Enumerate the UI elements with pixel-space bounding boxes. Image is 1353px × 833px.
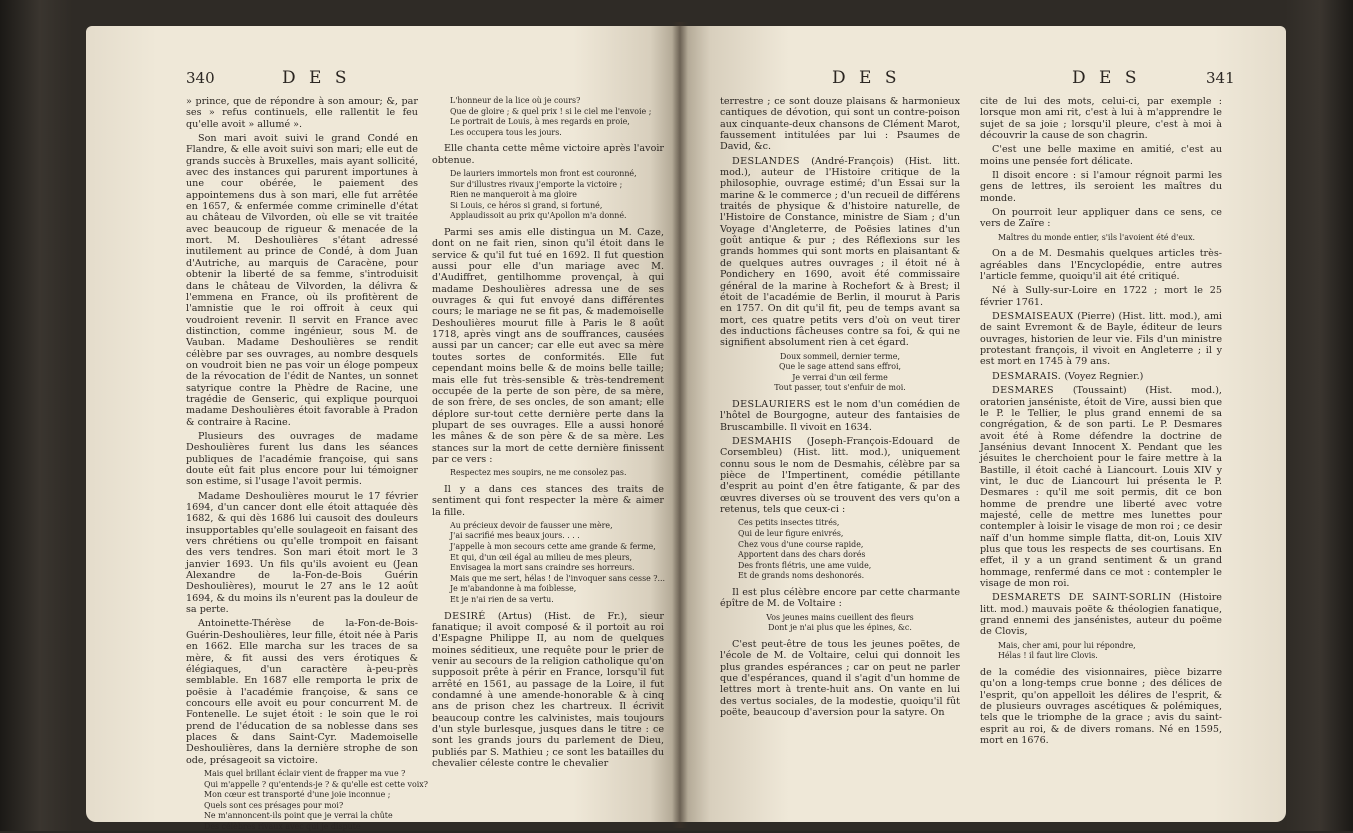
entry-body: (Toussaint) (Hist. mod.), oratorien janséniste, étoit de Vire, aussi bien que le P. le Tellier, le plus grand ennemi de sa congrégation, & de son parti. Le P. Desmares avoit été à Rome défendre la doctrine de Jansénius devant Innocent X. Pendant que les jésuites le cherchoient pour le faire mettre à la Bastille, il étoit caché à Liancourt. Louis XIV y vint, le duc de Liancourt lui présenta le P. Desmares : qu'il me soit permis, dit ce bon homme de prendre une liberté avec votre majesté, celle de mettre mes lunettes pour contempler à loisir le visage de mon roi ; ce desir naïf d'un homme simple flatta, dit-on, Louis XIV plus que tous les respects de ses courtisans. En effet, il y a un grand sentiment & un grand hommage, renfermé dans ce mot : contempler le visage de mon roi. <box>980 385 1222 589</box>
right-page-number: 341 <box>1206 69 1235 87</box>
paragraph: Son mari avoit suivi le grand Condé en Flandre, & elle avoit suivi son mari; elle eut de grands succès à Bruxelles, mais ayant sollicité, avec des instances qui parurent importunes à une cour obérée, le paiement des appointemens dus à son mari, elle fut arrêtée en 1657, & enfermée comme criminelle d'état au château de Vilvorden, où elle se vit traitée avec beaucoup de rigueur & menacée de la mort. M. Deshoulières s'étant adressé inutilement au prince de Condé, à dom Juan d'Autriche, au marquis de Caracène, pour obtenir la liberté de sa femme, s'introduisit dans le château de Vilvorden, la délivra & l'emmena en France, où ils profitèrent de l'amnistie que le roi offroit à ceux qui voudroient revenir. Il servit en France avec distinction, comme ingénieur, sous M. de Vauban. Madame Deshoulières se rendit célèbre par ses ouvrages, au nombre desquels on voudroit bien ne pas voir un éloge pompeux de la révocation de l'édit de Nantes, un sonnet satyrique contre la Phèdre de Racine, une tragédie de Genseric, qui explique pourquoi madame Deshoulières étoit favorable à Pradon & contraire à Racine. <box>186 133 418 428</box>
verse-block <box>432 468 664 479</box>
verse-line: Je verrai d'un œil ferme <box>792 372 888 382</box>
book-gutter <box>672 22 688 828</box>
right-running-head-2: D E S <box>1072 68 1141 88</box>
dictionary-entry <box>720 156 960 349</box>
verse-line: Mon cœur est transporté d'une joie inconnue ; <box>204 790 391 800</box>
paragraph: C'est peut-être de tous les jeunes poëtes, de l'école de M. de Voltaire, celui qui donnoit les plus grandes espérances ; car on peut ne parler que d'espérances, quand il s'agit d'un homme de lettres mort à trente-huit ans. On vante en lui des vertus sociales, de la modestie, quoiqu'il fût poëte, beaucoup d'aversion pour la satyre. On <box>720 638 960 718</box>
verse-block <box>980 233 1222 244</box>
verse-line: Mais quel brillant éclair vient de frapper ma vue ? <box>204 768 406 778</box>
paragraph: Il est plus célèbre encore par cette charmante épître de M. de Voltaire : <box>720 586 960 610</box>
verse-line: Dont je n'ai plus que les épines, &c. <box>768 623 912 633</box>
dictionary-entry <box>720 436 960 515</box>
verse-line: Si Louis, ce héros si grand, si fortuné, <box>450 200 603 210</box>
verse-block <box>980 641 1222 662</box>
paragraph: de la comédie des visionnaires, pièce bizarre qu'on a long-temps crue bonne ; des délices de l'esprit, qu'on appelloit les délires de l'esprit, & de plusieurs ouvrages ascétiques & polémiques, tels que le triomphe de la grace ; avis du saint-esprit au roi, & de divers romans. Né en 1595, mort en 1676. <box>980 666 1222 746</box>
paragraph: cite de lui des mots, celui-ci, par exemple : lorsque mon ami rit, c'est à lui à m'apprendre le sujet de sa joie ; lorsqu'il pleure, c'est à moi à découvrir la cause de son chagrin. <box>980 96 1222 142</box>
dictionary-entry <box>980 385 1222 589</box>
paragraph: terrestre ; ce sont douze plaisans & harmonieux cantiques de dévotion, qui sont un contre-poison aux cinquante-deux chansons de Clément Marot, faussement intitulées par lui : Psaumes de David, &c. <box>720 96 960 153</box>
verse-block <box>720 352 960 394</box>
verse-block <box>720 518 960 582</box>
paragraph: Antoinette-Thérèse de la-Fon-de-Bois-Guérin-Deshoulières, leur fille, étoit née à Paris en 1662. Elle marcha sur les traces de sa mère, & fit aussi des vers érotiques & élégiaques, d'un caractère à-peu-près semblable. En 1687 elle remporta le prix de poësie à l'académie françoise, & sans ce concours elle avoit eu pour concurrent M. de Fontenelle. Le sujet étoit : le soin que le roi prend de l'éducation de sa noblesse dans ses places & dans Saint-Cyr. Mademoiselle Deshoulières, dans la dernière strophe de son ode, présageoit sa victoire. <box>186 618 418 766</box>
entry-headword: DESMARETS DE SAINT-SORLIN <box>992 592 1172 604</box>
right-running-head-1: D E S <box>832 68 901 88</box>
verse-block <box>432 96 664 138</box>
verse-line: Et qui, d'un œil égal au milieu de mes pleurs, <box>450 552 633 562</box>
entry-body: (Histoire litt. mod.) mauvais poëte & théologien fanatique, grand ennemi des jansénistes, auteur du poëme de Clovis, <box>980 592 1222 638</box>
verse-line: Que le sage attend sans effroi, <box>779 362 901 372</box>
verse-line: De lauriers immortels mon front est couronné, <box>450 169 637 179</box>
entry-headword: DESIRÉ <box>444 610 486 622</box>
verse-line: Applaudissoit au prix qu'Apollon m'a donné. <box>450 211 627 221</box>
verse-line: Qui de leur figure enivrés, <box>738 528 844 538</box>
entry-headword: DESMARES <box>992 385 1055 397</box>
verse-line: Les occupera tous les jours. <box>450 127 562 137</box>
verse-line: Que de gloire ; & quel prix ! si le ciel me l'envoie ; <box>450 106 652 116</box>
paragraph: On a de M. Desmahis quelques articles très-agréables dans l'Encyclopédie, entre autres l'article femme, quoiqu'il ait été critiqué. <box>980 248 1222 283</box>
verse-line: Doux sommeil, dernier terme, <box>780 351 900 361</box>
verse-line: Le portrait de Louis, à mes regards en proie, <box>450 117 630 127</box>
paragraph: Il y a dans ces stances des traits de sentiment qui font respecter la mère & aimer la fille. <box>432 483 664 518</box>
verse-line: Sur d'illustres rivaux j'emporte la victoire ; <box>450 179 623 189</box>
verse-line: Et de grands noms deshonorés. <box>738 571 865 581</box>
left-page-number: 340 <box>186 69 215 87</box>
verse-line: Des célèbres rivaux avec qui je dispute <box>204 821 361 831</box>
verse-line: Chez vous d'une course rapide, <box>738 539 864 549</box>
verse-block <box>432 521 664 606</box>
verse-line: Hélas ! il faut lire Clovis. <box>998 651 1098 661</box>
verse-line: Envisagea la mort sans craindre ses horreurs. <box>450 563 635 573</box>
verse-line: Je m'abandonne à ma foiblesse, <box>450 584 577 594</box>
right-column-2 <box>980 96 1222 816</box>
right-column-1 <box>720 96 960 816</box>
dictionary-entry <box>720 399 960 433</box>
entry-headword: DESLANDES <box>732 155 800 167</box>
verse-block <box>432 169 664 222</box>
verse-line: Des fronts flétris, une ame vuide, <box>738 560 872 570</box>
verse-line: Rien ne manqueroit à ma gloire <box>450 190 577 200</box>
verse-line: Maîtres du monde entier, s'ils l'avoient été d'eux. <box>998 232 1196 242</box>
verse-line: Ne m'annoncent-ils point que je verrai la chûte <box>204 811 393 821</box>
verse-line: Vos jeunes mains cueillent des fleurs <box>766 612 914 622</box>
verse-line: Qui m'appelle ? qu'entends-je ? & qu'elle est cette voix? <box>204 779 428 789</box>
entry-headword: DESMARAIS. <box>992 370 1062 382</box>
dictionary-entry <box>432 611 664 770</box>
verse-line: Tout passer, tout s'enfuir de moi. <box>774 383 906 393</box>
verse-line: Apportent dans des chars dorés <box>738 550 866 560</box>
verse-line: Ces petits insectes titrés, <box>738 518 840 528</box>
verse-line: J'ai sacrifié mes beaux jours. . . . <box>450 531 580 541</box>
entry-headword: DESMAHIS <box>732 435 792 447</box>
verse-line: J'appelle à mon secours cette ame grande & ferme, <box>450 542 656 552</box>
verse-line: L'honneur de la lice où je cours? <box>450 96 581 105</box>
paragraph: C'est une belle maxime en amitié, c'est au moins une pensée fort délicate. <box>980 144 1222 167</box>
right-page <box>680 26 1286 822</box>
entry-headword: DESMAISEAUX <box>992 311 1074 323</box>
entry-body: (André-François) (Hist. litt. mod.), auteur de l'Histoire critique de la philosophie, ouvrage estimé; d'un Essai sur la marine & le commerce ; d'un recueil de différens traités de physique & d'histoire naturelle, de l'Histoire de Constance, ministre de Siam ; d'un Voyage d'Angleterre, de Poësies latines d'un goût antique & pur ; des Réflexions sur les grands hommes qui sont morts en plaisantant & de quelques autres ouvrages ; il étoit né à Pondichery en 1690, avoit été commissaire général de la marine à Rochefort & à Brest; il étoit de l'académie de Berlin, il mourut à Paris en 1757. On dit qu'il fit, peu de temps avant sa mort, ces quatre petits vers d'où on veut tirer des inductions fâcheuses contre sa foi, & qui ne signifient absolument rien à cet égard. <box>720 155 960 349</box>
left-running-head: D E S <box>282 68 351 88</box>
left-page <box>86 26 680 831</box>
dictionary-entry <box>980 592 1222 637</box>
entry-headword: DESLAURIERS <box>732 398 811 410</box>
left-column-2 <box>432 96 664 816</box>
verse-line: Et je n'ai rien de sa vertu. <box>450 595 554 605</box>
verse-block <box>720 613 960 634</box>
left-column-1 <box>186 96 428 831</box>
entry-body: (Joseph-François-Edouard de Corsembleu) (Hist. litt. mod.), uniquement connu sous le nom de Desmahis, célèbre par sa pièce de l'Impertinent, comédie pétillante d'esprit au point d'en être fatigante, & par des œuvres diverses où se trouvent des vers qu'on a retenus, tels que ceux-ci : <box>720 435 960 516</box>
verse-line: Quels sont ces présages pour moi? <box>204 800 344 810</box>
verse-line: Mais, cher ami, pour lui répondre, <box>998 640 1136 650</box>
verse-line: Au précieux devoir de fausser une mère, <box>450 520 613 530</box>
verse-block <box>186 768 428 833</box>
dictionary-entry <box>980 371 1222 382</box>
paragraph: » prince, que de répondre à son amour; &, par ses » refus continuels, elle rallentit le feu qu'elle avoit » allumé ». <box>186 96 418 130</box>
paragraph: Parmi ses amis elle distingua un M. Caze, dont on ne fait rien, sinon qu'il étoit dans le service & qu'il fut tué en 1692. Il fut question aussi pour elle d'un mariage avec M. d'Audiffret, gentilhomme provençal, à qui madame Deshoulières adressa une de ses ouvrages & qui fut envoyé dans différentes cours; le mariage ne se fit pas, & mademoiselle Deshoulières mourut fille à Paris le 8 août 1718, après vingt ans de souffrances, causées aussi par un cancer; car elle eut avec sa mère toutes sortes de conformités. Elle fut cependant moins belle & de moins belle taille; mais elle fut très-sensible & très-tendrement occupée de la perte de son père, de sa mère, de son frère, de ses oncles, de son amant; elle déplore sur-tout cette dernière perte dans la plupart de ses ouvrages. Elle a aussi honoré les mânes & de son père & de sa mère. Les stances sur la mort de cette dernière finissent par ce vers : <box>432 227 664 465</box>
paragraph: On pourroit leur appliquer dans ce sens, ce vers de Zaïre : <box>980 207 1222 230</box>
paragraph: Madame Deshoulières mourut le 17 février 1694, d'un cancer dont elle étoit attaquée dès 1682, & qui dès 1686 lui causoit des douleurs insupportables qu'elle soulageoit en faisant des vers chrétiens ou qu'elle trompoit en faisant des vers tendres. Son mari étoit mort le 3 janvier 1693. Un fils qu'ils avoient eu (Jean Alexandre de la-Fon-de-Bois Guérin Deshoulières), mourut le 27 ans le 12 août 1694, & du moins ils n'eurent pas la douleur de sa perte. <box>186 490 418 616</box>
paragraph: Elle chanta cette même victoire après l'avoir obtenue. <box>432 143 664 166</box>
paragraph: Il disoit encore : si l'amour régnoit parmi les gens de lettres, ils seroient les maîtres du monde. <box>980 170 1222 204</box>
verse-line: Respectez mes soupirs, ne me consolez pas. <box>450 468 627 478</box>
entry-body: (Voyez Regnier.) <box>1064 370 1144 382</box>
entry-body: (Artus) (Hist. de Fr.), sieur fanatique; il avoit composé & il portoit au roi d'Espagne Philippe II, au nom de quelques moines séditieux, une requête pour le prier de venir au secours de la religion catholique qu'on supposoit prête à périr en France, lorsqu'il fut arrêté en 1561, au passage de la Loire, il fut condamné à une amende-honorable & à cinq ans de prison chez les chartreux. Il écrivit beaucoup contre les calvinistes, mais toujours d'un style burlesque, jusques dans le titre : ce sont les grands jours du parlement de Dieu, publiés par S. Mathieu ; ce sont les batailles du chevalier céleste contre le chevalier <box>432 610 664 770</box>
verse-line: Mais que me sert, hélas ! de l'invoquer sans cesse ?... <box>450 573 666 583</box>
paragraph: Né à Sully-sur-Loire en 1722 ; mort le 25 février 1761. <box>980 285 1222 308</box>
paragraph: Plusieurs des ouvrages de madame Deshoulières furent lus dans les séances publiques de l'académie françoise, qui sans doute eût fait plus encore pour lui témoigner son estime, si l'usage l'avoit permis. <box>186 430 418 488</box>
entry-body: (Pierre) (Hist. litt. mod.), ami de saint Evremont & de Bayle, éditeur de leurs ouvrages, historien de leur vie. Fils d'un ministre protestant françois, il vivoit en Angleterre ; il y est mort en 1745 à 79 ans. <box>980 311 1222 368</box>
entry-body: est le nom d'un comédien de l'hôtel de Bourgogne, auteur des fantaisies de Bruscambille. Il vivoit en 1634. <box>720 398 960 433</box>
dictionary-entry <box>980 311 1222 368</box>
